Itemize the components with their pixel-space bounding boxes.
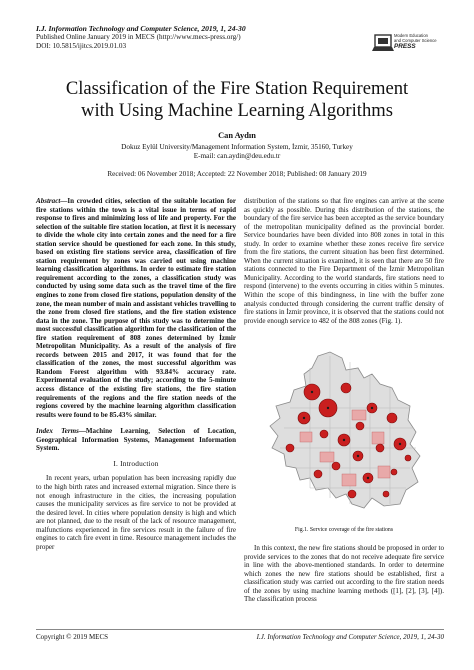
section-heading-introduction: I. Introduction (113, 458, 159, 468)
publisher-logo (372, 27, 442, 61)
right-column (244, 197, 444, 325)
journal-name: I.J. Information Technology and Computer Science, 2019, 1, 24-30 (36, 24, 246, 33)
author-name: Can Aydın (218, 131, 256, 140)
abstract: Abstract—In crowded cities, selection of the suitable location for fire stations within the town is a vital issue in terms of rapid response to fires and minimizing loss of life and property. For the selection of the suitable fire station location, at first it is necessary to divide the whole city into certain zones and the need for a fire station service should be questioned for each zone. In this study, based on existing fire stations service area, classification of fire station requirement by zones was carried out using machine learning classification algorithms. In order to estimate fire station requirement according to the zones, a classification study was conducted by using some data such as the travel time of the fire engines to zone from closed fire stations, population density of the zone, the mean number of main and assistant vehicles travelling to the zone from closed fire stations, and the fire station existence data in the zone. The purpose of this study was to determine the most successful classification algorithm for the classification of the fire station requirement of 808 zones determined by İzmir Metropolitan Municipality. As a result of the analysis of fire records between 2015 and 2017, it was found that for the classification of the zones, the most successful algorithm was Random Forest algorithm with 93.84% accuracy rate. Experimental evaluation of the study; according to the 5-minute access distance of the existing fire stations, the fire station requirements of the regions and the fire station needs of the regions covered by the machine learning algorithm classification results were found to be 85.43% similar. (36, 197, 236, 419)
author-email: E-mail: can.aydin@deu.edu.tr (193, 152, 281, 160)
publication-info: Published Online January 2019 in MECS (http://www.mecs-press.org/) (36, 33, 241, 42)
figure-caption: Fig.1. Service coverage of the fire stations (294, 527, 394, 533)
introduction-text: In recent years, urban population has been increasing rapidly due to the high birth rates and increased external migration. Since there is not enough infrastructure in the cities, the increasing population causes the municipality services as fire service to not be provided at the desired level. In cities where population density is high and which are not planned, due to the result of the lack of resource management, malfunctions experienced in fire services result in the failure of fire engines to catch fire event in time. Resource management includes the proper (36, 474, 236, 551)
author-affiliation: Dokuz Eylül University/Management Information System, İzmir, 35160, Turkey E-mail: can.aydin@deu.edu.tr (0, 143, 474, 161)
index-terms: Index Terms—Machine Learning, Selection of Location, Geographical Information Systems, Management Information System. (36, 427, 236, 453)
article-dates: Received: 06 November 2018; Accepted: 22 November 2018; Published: 08 January 2019 (107, 170, 367, 178)
body-paragraph-1: distribution of the stations so that fire engines can arrive at the scene as quickly as possible. During this distribution of the stations, the boundary of the fire service has been accepted as the service boundary of the metropolitan municipality defined as the provincial border. Service boundaries have been divided into 808 zones in total in this study. In order to examine whether these zones receive fire service from the fire stations, the current situation has been first determined. When the current situation is examined, it is seen that there are 50 fire stations connected to the Fire Department of the İzmir Metropolitan Municipality. According to the world standards, fire stations need to respond (intervene) to the events occurring in cities within 5 minutes. Within the scope of this bindingness, in line with the buffer zone analysis conducted through considering the current traffic density of fire stations in İzmir province, it is observed that the stations could not provide enough service to 482 of the 808 zones (Fig. 1). (244, 197, 444, 325)
publisher-logo-text: Modern Education and Computer Science PRESS (394, 33, 437, 50)
right-column-lower (244, 544, 444, 604)
figure-map (260, 348, 430, 516)
publisher-logo-icon (372, 31, 394, 53)
paper-title: Classification of the Fire Station Requirement with Using Machine Learning Algorithms (65, 78, 409, 121)
page-header (36, 24, 366, 52)
footer-journal: I.J. Information Technology and Computer Science, 2019, 1, 24-30 (256, 633, 444, 641)
doi: DOI: 10.5815/ijitcs.2019.01.03 (36, 42, 127, 51)
body-paragraph-2: In this context, the new fire stations should be proposed in order to provide services to the zones that do not receive adequate fire service in line with the above-mentioned standards. In order to determine which zones the new fire stations should be established, first a classification study was carried out according to the fire station needs of the zones by using machine learning methods ([1], [2], [3], [4]). The classification process (244, 544, 444, 604)
footer-copyright: Copyright © 2019 MECS (36, 633, 109, 641)
footer-rule (36, 629, 444, 630)
service-coverage-map (260, 348, 430, 516)
left-column (36, 197, 236, 551)
